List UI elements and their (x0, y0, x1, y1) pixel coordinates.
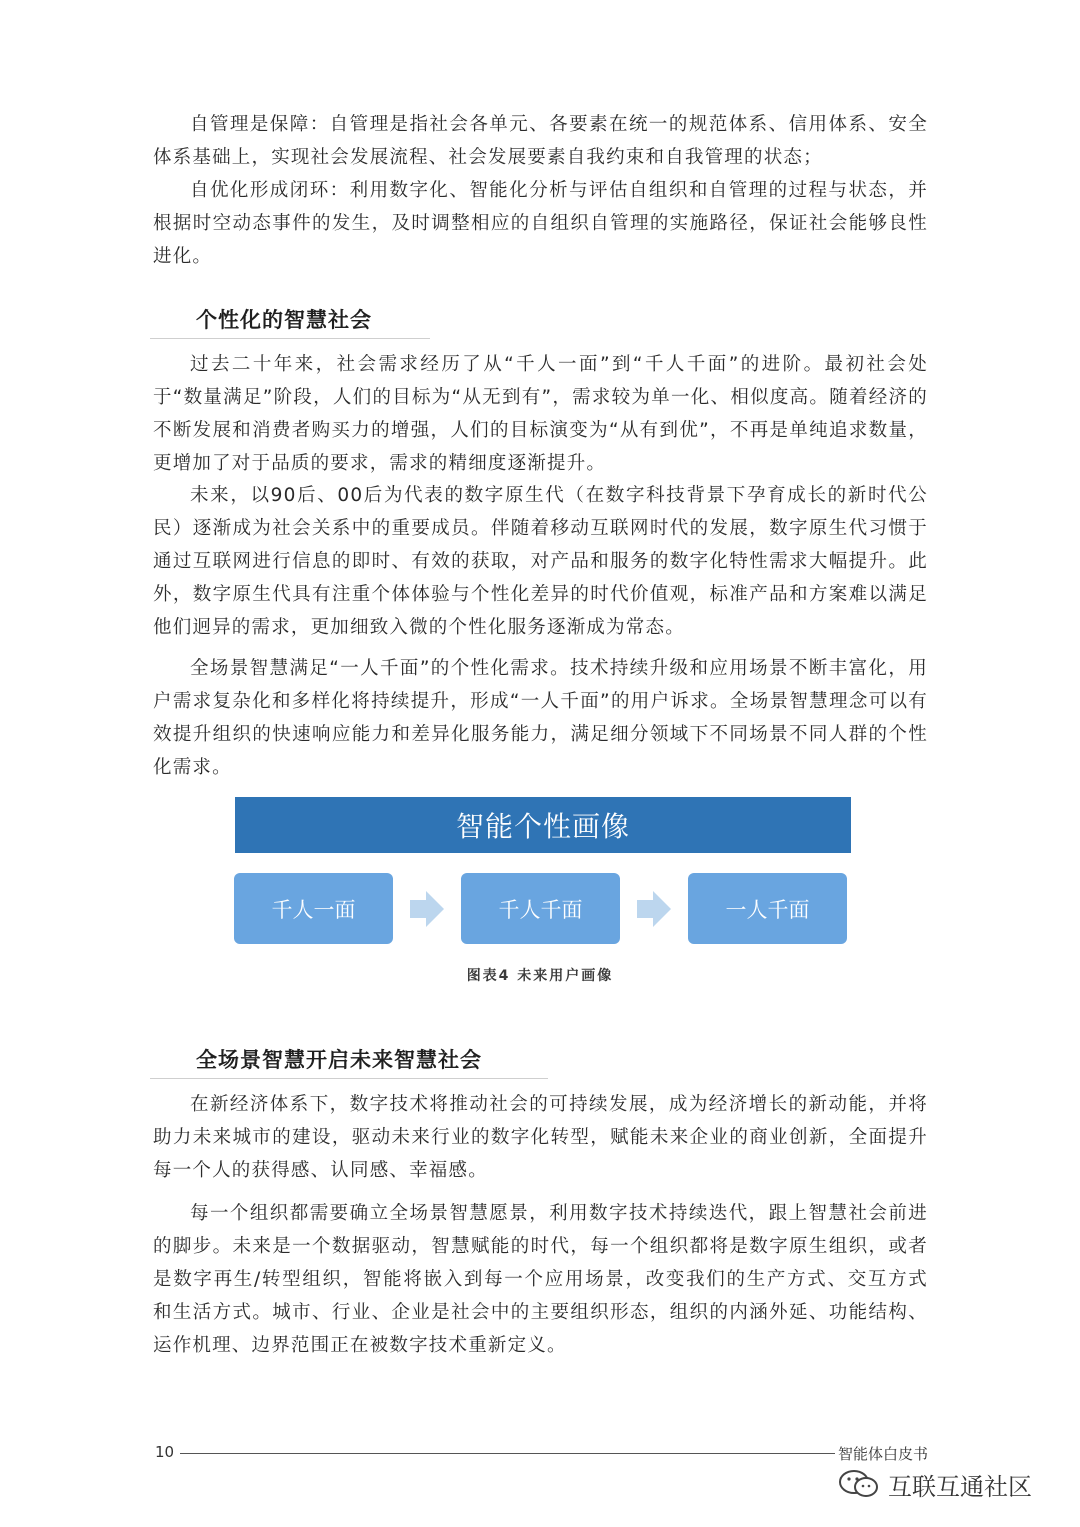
heading-underline (150, 338, 430, 339)
arrow-right-icon (410, 891, 444, 927)
figure-banner: 智能个性画像 (235, 797, 851, 853)
figure-box-1: 千人一面 (234, 873, 393, 944)
page-number: 10 (155, 1443, 175, 1461)
intro-paragraph-1: 自管理是保障：自管理是指社会各单元、各要素在统一的规范体系、信用体系、安全体系基础上，实现社会发展流程、社会发展要素自我约束和自我管理的状态； (153, 114, 928, 168)
arrow-right-icon (637, 891, 671, 927)
section2-paragraph-2: 每一个组织都需要确立全场景智慧愿景，利用数字技术持续迭代，跟上智慧社会前进的脚步。未来是一个数据驱动，智慧赋能的时代，每一个组织都将是数字原生组织，或者是数字再生/转型组织，智能将嵌入到每一个应用场景，改变我们的生产方式、交互方式和生活方式。城市、行业、企业是社会中的主要组织形态，组织的内涵外延、功能结构、运作机理、边界范围正在被数字技术重新定义。 (153, 1203, 928, 1356)
intro-paragraph-2: 自优化形成闭环：利用数字化、智能化分析与评估自组织和自管理的过程与状态，并根据时空动态事件的发生，及时调整相应的自组织自管理的实施路径，保证社会能够良性进化。 (153, 180, 928, 267)
section2-paragraph-1: 在新经济体系下，数字技术将推动社会的可持续发展，成为经济增长的新动能，并将助力未来城市的建设，驱动未来行业的数字化转型，赋能未来企业的商业创新，全面提升每一个人的获得感、认同感、幸福感。 (153, 1094, 928, 1181)
section1-paragraph-3: 全场景智慧满足“一人千面”的个性化需求。技术持续升级和应用场景不断丰富化，用户需求复杂化和多样化将持续提升，形成“一人千面”的用户诉求。全场景智慧理念可以有效提升组织的快速响应能力和差异化服务能力，满足细分领域下不同场景不同人群的个性化需求。 (153, 658, 928, 778)
section-heading-personalized: 个性化的智慧社会 (196, 308, 372, 332)
figure-caption: 图表4 未来用户画像 (466, 968, 614, 984)
section-heading-full-scenario: 全场景智慧开启未来智慧社会 (196, 1048, 482, 1072)
heading-underline (150, 1078, 548, 1079)
wechat-icon (838, 1469, 880, 1499)
figure-box-2: 千人千面 (461, 873, 620, 944)
watermark (838, 1466, 1032, 1502)
watermark-text: 互联互通社区 (888, 1472, 1032, 1501)
section1-paragraph-2: 未来，以90后、00后为代表的数字原生代（在数字科技背景下孕育成长的新时代公民）逐渐成为社会关系中的重要成员。伴随着移动互联网时代的发展，数字原生代习惯于通过互联网进行信息的即时、有效的获取，对产品和服务的数字化特性需求大幅提升。此外，数字原生代具有注重个体体验与个性化差异的时代价值观，标准产品和方案难以满足他们迥异的需求，更加细致入微的个性化服务逐渐成为常态。 (153, 485, 928, 638)
footer-divider (180, 1453, 835, 1454)
document-title: 智能体白皮书 (838, 1445, 929, 1463)
figure-box-3: 一人千面 (688, 873, 847, 944)
section1-paragraph-1: 过去二十年来，社会需求经历了从“千人一面”到“千人千面”的进阶。最初社会处于“数量满足”阶段，人们的目标为“从无到有”，需求较为单一化、相似度高。随着经济的不断发展和消费者购买力的增强，人们的目标演变为“从有到优”，不再是单纯追求数量，更增加了对于品质的要求，需求的精细度逐渐提升。 (153, 354, 928, 474)
